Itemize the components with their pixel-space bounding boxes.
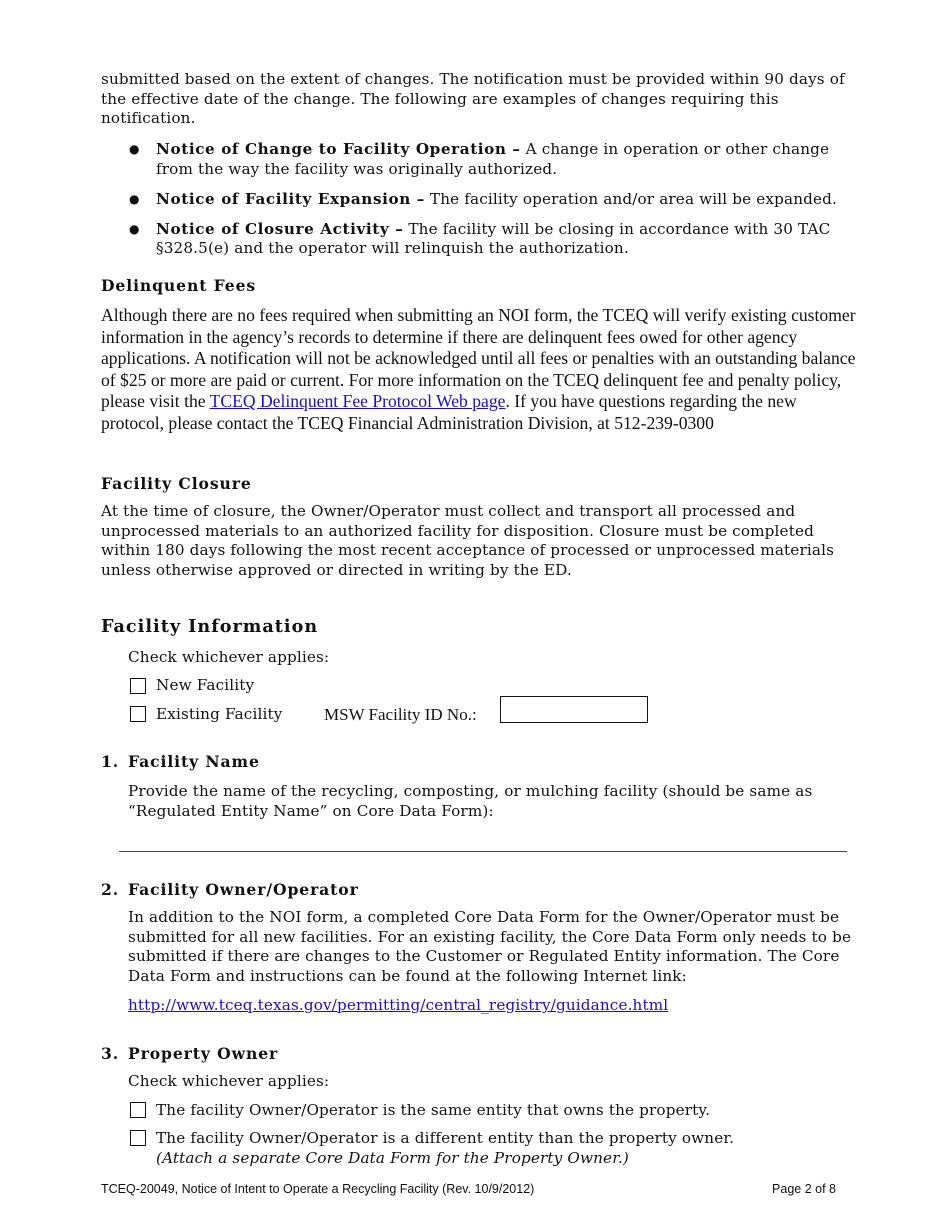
facility-closure-paragraph: At the time of closure, the Owner/Operator must collect and transport all processed and unprocessed materials to an authorized facility for disposition. Closure must be completed within 180 days following the most recent acceptance of processed or unprocessed materials unless otherwise approved or directed in writing by the ED. (101, 502, 835, 579)
msw-facility-id-input[interactable] (500, 696, 648, 723)
list-item (101, 190, 861, 210)
bullet-title: Notice of Change to Facility Operation – (156, 140, 521, 158)
footer-form-title: TCEQ-20049, Notice of Intent to Operate a Recycling Facility (Rev. 10/9/2012) (101, 1182, 535, 1196)
central-registry-link[interactable]: http://www.tceq.texas.gov/permitting/central_registry/guidance.html (128, 996, 669, 1014)
facility-name-heading: Facility Name (128, 752, 260, 771)
bullet-text: The facility will be closing in accordance with 30 TAC §328.5(e) and the operator will relinquish the authorization. (156, 219, 831, 258)
list-item (101, 220, 861, 259)
facility-name-input[interactable] (119, 830, 847, 850)
section-1-number: 1. (101, 752, 120, 771)
bullet-icon: ● (129, 142, 140, 156)
property-owner-note: (Attach a separate Core Data Form for the Property Owner.) (156, 1149, 629, 1167)
msw-facility-id-label: MSW Facility ID No.: (324, 705, 477, 724)
bullet-text: A change in operation or other change from the way the facility was originally authorized. (156, 140, 830, 178)
facility-check-prompt: Check whichever applies: (128, 648, 330, 666)
same-entity-label: The facility Owner/Operator is the same entity that owns the property. (156, 1101, 711, 1119)
intro-paragraph: submitted based on the extent of changes. The notification must be provided within 90 days of the effective date of the change. The following are examples of changes requiring this notification. (101, 70, 845, 128)
facility-information-heading: Facility Information (101, 616, 319, 637)
section-2-number: 2. (101, 880, 120, 899)
facility-name-instructions: Provide the name of the recycling, composting, or mulching facility (should be same as “Regulated Entity Name” on Core Data Form): (128, 782, 813, 820)
bullet-icon: ● (129, 191, 140, 206)
different-entity-checkbox[interactable] (130, 1130, 146, 1146)
delinquent-fees-paragraph (101, 305, 861, 435)
delinquent-fees-heading: Delinquent Fees (101, 276, 257, 295)
new-facility-label: New Facility (156, 676, 255, 694)
section-3-number: 3. (101, 1044, 120, 1063)
same-entity-checkbox[interactable] (130, 1102, 146, 1118)
new-facility-checkbox[interactable] (130, 678, 146, 694)
bullet-text: The facility operation and/or area will be expanded. (424, 189, 837, 208)
list-item (101, 140, 861, 179)
facility-closure-heading: Facility Closure (101, 474, 252, 493)
existing-facility-label: Existing Facility (156, 705, 283, 723)
owner-operator-paragraph: In addition to the NOI form, a completed Core Data Form for the Owner/Operator must be submitted for all new facilities. For an existing facility, the Core Data Form only needs to be submitted if there are changes to the Customer or Regulated Entity information. The Core Data Form and instructions can be found at the following Internet link: (128, 908, 852, 985)
bullet-title: Notice of Facility Expansion – (156, 189, 425, 208)
property-check-prompt: Check whichever applies: (128, 1072, 330, 1090)
owner-operator-heading: Facility Owner/Operator (128, 880, 359, 899)
delinquent-text-before: Although there are no fees required when submitting an NOI form, the TCEQ will verify existing customer information in the agency’s records to determine if there are delinquent fees owed for other agency applications. A notification will not be acknowledged until all fees or penalties with an outstanding balance of $25 or more are paid or current. For more information on the TCEQ delinquent fee and penalty policy, please visit the (101, 305, 856, 412)
facility-name-line (119, 851, 847, 852)
change-notice-list (101, 140, 861, 269)
footer-page-number: Page 2 of 8 (772, 1182, 836, 1196)
bullet-title: Notice of Closure Activity – (156, 219, 404, 238)
property-owner-heading: Property Owner (128, 1044, 279, 1063)
bullet-icon: ● (129, 221, 140, 236)
delinquent-text-after: . If you have questions regarding the new protocol, please contact the TCEQ Financial Administration Division, at 512-239-0300 (101, 391, 797, 433)
existing-facility-checkbox[interactable] (130, 706, 146, 722)
different-entity-label: The facility Owner/Operator is a different entity than the property owner. (156, 1129, 735, 1147)
delinquent-fee-protocol-link[interactable]: TCEQ Delinquent Fee Protocol Web page (209, 391, 506, 412)
